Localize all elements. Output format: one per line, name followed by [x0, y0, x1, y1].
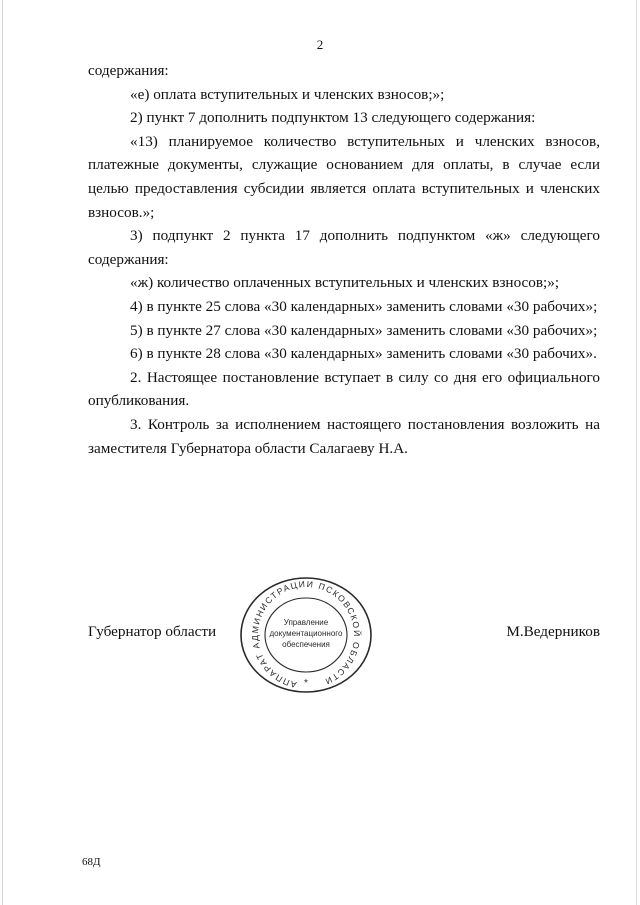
- paragraph-continuation: содержания:: [88, 62, 169, 79]
- paragraph-effective-date: 2. Настоящее постановление вступает в силу со дня его официального опубликования.: [88, 368, 600, 410]
- seal-stamp-icon: [236, 575, 376, 693]
- paragraph-subitem-e: «е) оплата вступительных и членских взносов;»;: [130, 85, 445, 103]
- seal-star: *: [304, 678, 308, 689]
- paragraph-amendment-4: 4) в пункте 25 слова «30 календарных» заменить словами «30 рабочих»;: [130, 297, 598, 315]
- paragraph-amendment-2: 2) пункт 7 дополнить подпунктом 13 следующего содержания:: [130, 109, 536, 127]
- page-number: 2: [316, 37, 324, 52]
- scan-edge-right: [636, 0, 637, 905]
- signatory-name: М.Ведерников: [506, 623, 600, 640]
- paragraph-control: 3. Контроль за исполнением настоящего постановления возложить на заместителя Губернатора области Салагаеву Н.А.: [88, 415, 600, 457]
- paragraph-subitem-zh: «ж) количество оплаченных вступительных и членских взносов;»;: [130, 274, 560, 292]
- paragraph-amendment-3: 3) подпункт 2 пункта 17 дополнить подпунктом «ж» следующего содержания:: [88, 227, 600, 268]
- scan-edge-left: [2, 0, 3, 905]
- official-seal: [236, 575, 376, 693]
- paragraph-amendment-5: 5) в пункте 27 слова «30 календарных» заменить словами «30 рабочих»;: [130, 321, 598, 339]
- paragraph-amendment-6: 6) в пункте 28 слова «30 календарных» заменить словами «30 рабочих».: [130, 345, 597, 363]
- seal-center-line-1: Управление: [283, 618, 329, 627]
- document-footer-code: 68Д: [82, 856, 101, 868]
- document-body: [88, 59, 600, 460]
- seal-center-line-2: документационного: [269, 629, 343, 638]
- seal-ring-text: АППАРАТ АДМИНИСТРАЦИИ ПСКОВСКОЙ ОБЛАСТИ: [249, 578, 363, 691]
- paragraph-subitem-13: «13) планируемое количество вступительных и членских взносов, платежные документы, служащие основанием для оплаты, в случае если целью предоставления субсидии является оплата вступительных и членских взносов.»;: [88, 132, 600, 221]
- seal-center-line-3: обеспечения: [282, 640, 330, 649]
- signatory-title: Губернатор области: [88, 623, 217, 640]
